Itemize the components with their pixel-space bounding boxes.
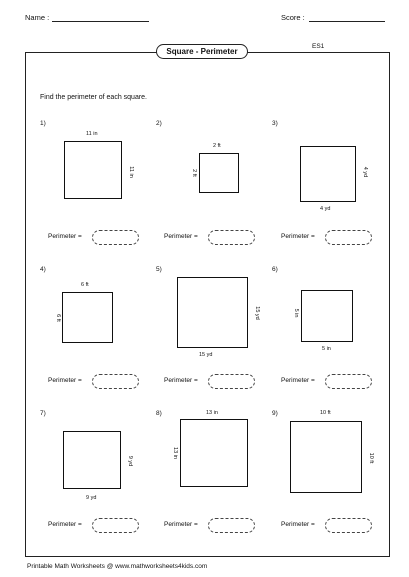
answer-box[interactable]: [92, 374, 139, 389]
problem-number: 5): [156, 266, 162, 273]
square-figure: [180, 419, 248, 487]
perimeter-label: Perimeter =: [281, 521, 315, 528]
square-top-label: 6 ft: [81, 282, 89, 288]
square-figure: [63, 431, 121, 489]
answer-box[interactable]: [92, 230, 139, 245]
problem-number: 1): [40, 120, 46, 127]
square-bottom-label: 15 yd: [199, 352, 213, 358]
square-side-label: 2 ft: [190, 169, 197, 177]
square-side-label: 6 ft: [54, 314, 61, 322]
square-figure: [64, 141, 122, 199]
square-figure: [199, 153, 239, 193]
answer-box[interactable]: [208, 230, 255, 245]
footer-credit: Printable Math Worksheets @ www.mathworksheets4kids.com: [27, 563, 208, 570]
problem-number: 6): [272, 266, 278, 273]
square-side-label: 15 yd: [253, 306, 260, 320]
square-figure: [290, 421, 362, 493]
answer-box[interactable]: [325, 374, 372, 389]
square-bottom-label: 4 yd: [320, 206, 331, 212]
perimeter-label: Perimeter =: [164, 377, 198, 384]
square-bottom-label: 9 yd: [86, 495, 97, 501]
square-figure: [177, 277, 248, 348]
perimeter-label: Perimeter =: [281, 233, 315, 240]
perimeter-label: Perimeter =: [281, 377, 315, 384]
square-figure: [301, 290, 353, 342]
square-side-label: 11 in: [127, 166, 134, 178]
worksheet-title: Square - Perimeter: [156, 44, 248, 59]
square-figure: [300, 146, 356, 202]
answer-box[interactable]: [92, 518, 139, 533]
square-top-label: 13 in: [206, 410, 218, 416]
problem-number: 2): [156, 120, 162, 127]
square-side-label: 10 ft: [367, 452, 374, 464]
square-top-label: 11 in: [86, 131, 98, 137]
instructions: Find the perimeter of each square.: [40, 94, 148, 101]
problem-number: 4): [40, 266, 46, 273]
name-line[interactable]: [52, 21, 149, 22]
name-label: Name :: [25, 13, 50, 22]
perimeter-label: Perimeter =: [164, 233, 198, 240]
square-side-label: 9 yd: [126, 455, 133, 467]
problem-number: 8): [156, 410, 162, 417]
perimeter-label: Perimeter =: [48, 521, 82, 528]
answer-box[interactable]: [325, 230, 372, 245]
score-line[interactable]: [309, 21, 385, 22]
perimeter-label: Perimeter =: [164, 521, 198, 528]
worksheet-code: ES1: [312, 43, 325, 50]
square-figure: [62, 292, 113, 343]
square-side-label: 4 yd: [361, 166, 368, 178]
square-side-label: 13 in: [171, 447, 178, 459]
problem-number: 3): [272, 120, 278, 127]
score-label: Score :: [281, 13, 305, 22]
problem-number: 7): [40, 410, 46, 417]
square-top-label: 10 ft: [320, 410, 331, 416]
answer-box[interactable]: [208, 374, 255, 389]
square-bottom-label: 5 in: [322, 346, 331, 352]
square-top-label: 2 ft: [213, 143, 221, 149]
problem-number: 9): [272, 410, 278, 417]
perimeter-label: Perimeter =: [48, 377, 82, 384]
square-side-label: 5 in: [292, 308, 299, 318]
perimeter-label: Perimeter =: [48, 233, 82, 240]
answer-box[interactable]: [325, 518, 372, 533]
answer-box[interactable]: [208, 518, 255, 533]
